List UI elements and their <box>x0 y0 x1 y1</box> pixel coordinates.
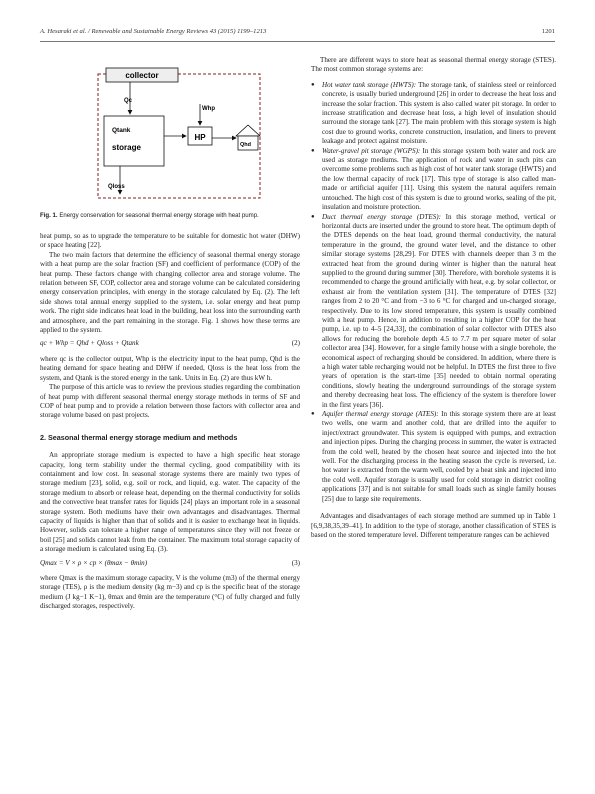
paragraph: Advantages and disadvantages of each storage method are summed up in Table 1 [6,9,38,35,39–41]. In addition to the type of storage, another classification of STES is based on the stored temperature level. Different temperature ranges can be achieved <box>311 512 556 539</box>
equation-3 <box>40 559 300 568</box>
right-column <box>311 56 556 540</box>
equation-number: (3) <box>291 558 300 567</box>
paragraph: where qc is the collector output, Whp is the electricity input to the heat pump, Qhd is the heating demand for space heating and DHW if needed, Qloss is the heat loss from the system, and Qtank is the stored energy in the tank. Units in Eq. (2) are thus kW h. <box>40 354 300 382</box>
qloss-label: Qloss <box>108 184 125 190</box>
hp-label: HP <box>194 133 206 142</box>
paragraph: The two main factors that determine the efficiency of seasonal thermal energy storage with a heat pump are the solar fraction (SF) and coefficient of performance (COP) of the heat pump. These factors change with changing collector area and storage volume. The relation between SF, COP, collector area and storage volume can be calculated considering energy conservation principles, with energy in the storage calculated by Eq. (2). The left side shows total annual energy supplied to the system, i.e. solar energy and heat pump work. The right side indicates heat load in the building, heat loss into the surrounding earth and atmosphere, and the part remaining in the storage. Fig. 1 shows how these terms are applied to the system. <box>40 250 300 335</box>
section-title: 2. Seasonal thermal energy storage medium and methods <box>40 432 238 442</box>
paragraph: where Qmax is the maximum storage capacity, V is the volume (m3) of the thermal energy storage (TES), ρ is the medium density (kg m−3) and cp is the specific heat of the storage medium (J kg−1 K−1), θmax and θmin are the temperature (°C) of fully charged and fully discharged storages, respectively. <box>40 574 300 611</box>
list-item <box>311 213 556 411</box>
paragraph: The purpose of this article was to review the previous studies regarding the combination of heat pump with different seasonal thermal energy storage methods in terms of SF and COP of heat pump and to provide a relation between those factors with collector area and storage volume based on past projects. <box>40 383 300 420</box>
figure-caption <box>40 212 302 220</box>
bullet-text: In this storage method, vertical or horizontal ducts are inserted under the ground to store heat. The optimum depth of the DTES depends on the heat load, ground thermal conductivity, the natural temperature in the ground, the ground water level, and the distance to other similar storage systems [28,29]. For DTES with channels deeper than 3 m the extracted heat from the ground during winter is higher than the natural heat supplied to the ground during summer [30]. Therefore, with borehole systems it is recommended to charge the ground artificially with heat, e.g. by solar collector, or exhaust air from the ventilation system [31]. The temperature of DTES [32] ranges from 2 to 20 °C and from −3 to 6 °C for charged and un-charged storage, respectively. Due to its low stored temperature, this system is usually combined with a heat pump. Hence, in addition to resulting in a higher COP for the heat pump, i.e. up to 4–5 [24,33], the combination of solar collector with DTES also allows for reducing the borehole depth 4.5 to 7.7 m per square meter of solar collector area [34]. However, for a single family house with a single borehole, the economical aspect of recharging should be considered. In addition, where there is a high water table recharging would not be helpful. In DTES the first three to five years of operation is the start-time [35] needed to obtain normal operating conditions, slowly heating the underground surroundings of the storage system and thereby decreasing heat loss. The efficiency of the system is therefore lower in the first years [36]. <box>322 212 556 409</box>
list-item <box>311 410 556 504</box>
paragraph: There are different ways to store heat as seasonal thermal energy storage (STES). The most common storage systems are: <box>311 56 556 74</box>
bullet-text: The storage tank, of stainless steel or reinforced concrete, is usually buried underground [26] in order to decrease the heat loss and increase the solar fraction. This system is also called water pit storage. In order to increase stratification and decrease heat loss, a high level of insulation should surround the storage tank [27]. The main problem with this storage system is high cost due to ground works, concrete construction, insulation, and liners to prevent leakage and protect against moisture. <box>322 80 557 146</box>
bullet-text: In this storage system there are at least two wells, one warm and another cold, that are drilled into the aquifer to inject/extract groundwater. This system is equipped with pumps, and extraction and injection pipes. During the charging process in summer, the water is extracted from the cold well, heated by the chosen heat source and injected into the hot well. For the discharging process in the heating season the cycle is reversed, i.e. hot water is extracted from the warm well, cooled by a heat sink and injected into the cold well. Aquifer storage is usually used for cold storage in district cooling applications [37] and is not suitable for small loads such as single family houses [25] due to large site requirements. <box>322 410 556 503</box>
bullet-text: In this storage system both water and rock are used as storage mediums. The application of rock and water in such pits can overcome some problems such as high cost of hot water tank storage (HWTS) and the low thermal capacity of rock [17]. This type of storage is also called man-made or artificial aquifer [11]. Using this system the natural aquifers remain untouched. The high cost of this system is due to ground works, sealing of the pit, insulation and moisture protection. <box>322 146 556 212</box>
qtank-label: Qtank <box>112 127 131 134</box>
bullet-term: Hot water tank storage (HWTS): <box>322 80 417 89</box>
whp-label: Whp <box>202 106 215 112</box>
figure-energy-diagram <box>40 52 302 212</box>
storage-label: storage <box>112 143 141 152</box>
bullet-term: Duct thermal energy storage (DTES): <box>322 212 441 221</box>
storage-method-list <box>311 81 556 504</box>
left-column <box>40 232 300 612</box>
equation-body: Qmax = V × ρ × cp × (θmax − θmin) <box>40 558 148 567</box>
list-item <box>311 147 556 213</box>
paragraph: An appropriate storage medium is expected to have a high specific heat storage capacity, long term stability under the thermal cycling, good compatibility with its containment and low cost. In seasonal storage systems there are mainly two types of storage medium [23], solid, e.g. soil or rock, and liquid, e.g. water. The capacity of the storage medium to absorb or release heat, depending on the thermal conductivity for solids and the convective heat transfer rates for liquids [24] plays an important role in a seasonal storage system. Both mediums have their own advantages and disadvantages. Thermal capacity of liquids is higher than that of solids and it is easier to exchange heat in liquids. However, solids can tolerate a higher range of temperatures since they will not freeze or boil [25] and solids cannot leak from the container. The maximum total storage capacity of a storage medium is calculated using Eq. (3). <box>40 451 300 554</box>
caption-text: Energy conservation for seasonal thermal energy storage with heat pump. <box>59 212 259 219</box>
header-rule <box>40 41 555 42</box>
equation-number: (2) <box>291 339 300 348</box>
qhd-label: Qhd <box>240 142 251 148</box>
bullet-term: Water-gravel pit storage (WGPS): <box>322 146 421 155</box>
running-header <box>40 28 555 40</box>
caption-label: Fig. 1. <box>40 212 58 219</box>
qc-label: Qc <box>124 98 133 104</box>
running-reference: A. Hesaraki et al. / Renewable and Sustainable Energy Reviews 43 (2015) 1199–1213 <box>40 28 267 35</box>
collector-label: collector <box>125 71 159 80</box>
storage-tank <box>104 116 164 166</box>
equation-2 <box>40 339 300 348</box>
paragraph: heat pump, so as to upgrade the temperature to be suitable for domestic hot water (DHW) or space heating [22]. <box>40 232 300 250</box>
equation-body: qc + Whp = Qhd + Qloss + Qtank <box>40 339 139 348</box>
bullet-term: Aquifer thermal energy storage (ATES): <box>322 410 439 419</box>
page-number: 1201 <box>541 28 555 35</box>
list-item <box>311 81 556 147</box>
house-roof <box>236 125 260 136</box>
